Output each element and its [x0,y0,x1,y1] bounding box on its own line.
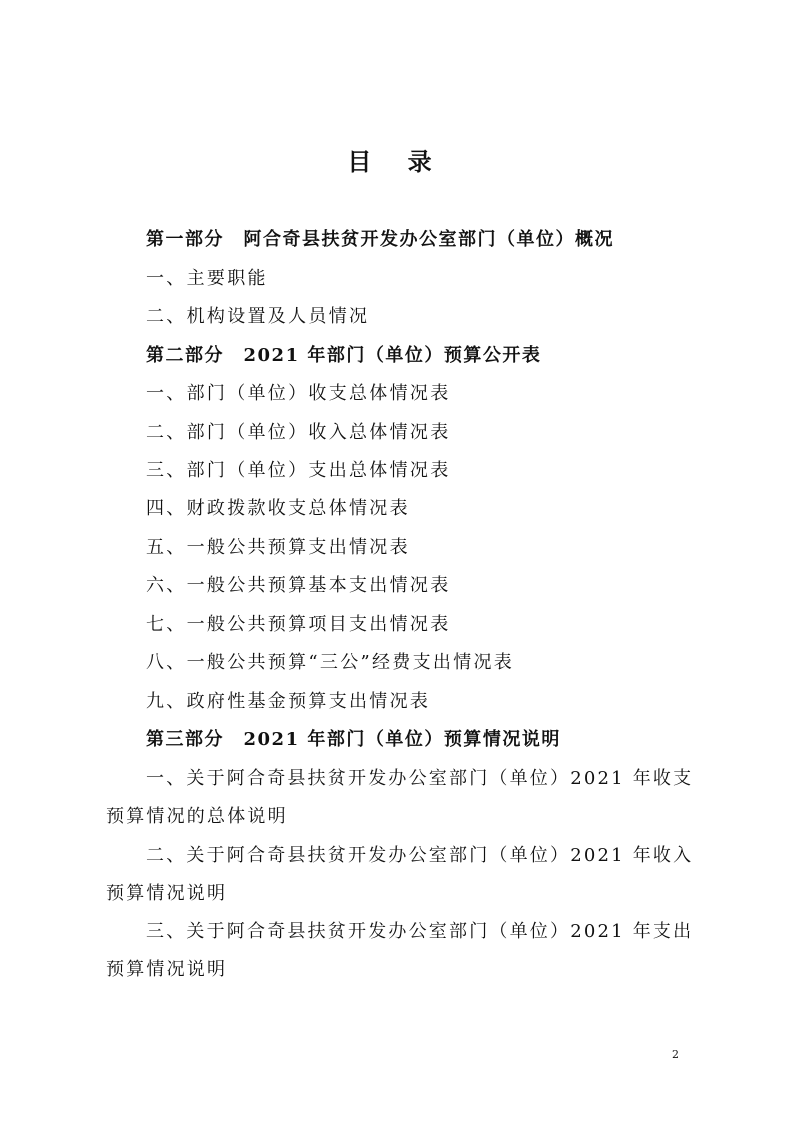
toc-item: 五、一般公共预算支出情况表 [146,537,410,558]
toc-item: 二、机构设置及人员情况 [146,306,370,327]
toc-item: 八、一般公共预算“三公”经费支出情况表 [146,652,515,673]
page-title: 目 录 [347,147,446,176]
toc-item: 九、政府性基金预算支出情况表 [146,691,431,712]
toc-item: 一、主要职能 [146,268,268,289]
toc-item: 二、部门（单位）收入总体情况表 [146,422,451,443]
toc-paragraph: 一、关于阿合奇县扶贫开发办公室部门（单位）2021 年收支预算情况的总体说明 [106,768,694,827]
page-number: 2 [672,1048,679,1061]
toc-part3-heading: 第三部分 2021 年部门（单位）预算情况说明 [146,729,561,750]
toc-item: 三、部门（单位）支出总体情况表 [146,460,451,481]
toc-item: 七、一般公共预算项目支出情况表 [146,614,451,635]
toc-item: 一、部门（单位）收支总体情况表 [146,383,451,404]
toc-item: 四、财政拨款收支总体情况表 [146,498,410,519]
toc-paragraph: 三、关于阿合奇县扶贫开发办公室部门（单位）2021 年支出预算情况说明 [106,921,694,980]
toc-part2-heading: 第二部分 2021 年部门（单位）预算公开表 [146,345,542,366]
toc-part1-heading: 第一部分 阿合奇县扶贫开发办公室部门（单位）概况 [146,229,614,250]
toc-paragraph: 二、关于阿合奇县扶贫开发办公室部门（单位）2021 年收入预算情况说明 [106,845,694,904]
toc-item: 六、一般公共预算基本支出情况表 [146,575,451,596]
